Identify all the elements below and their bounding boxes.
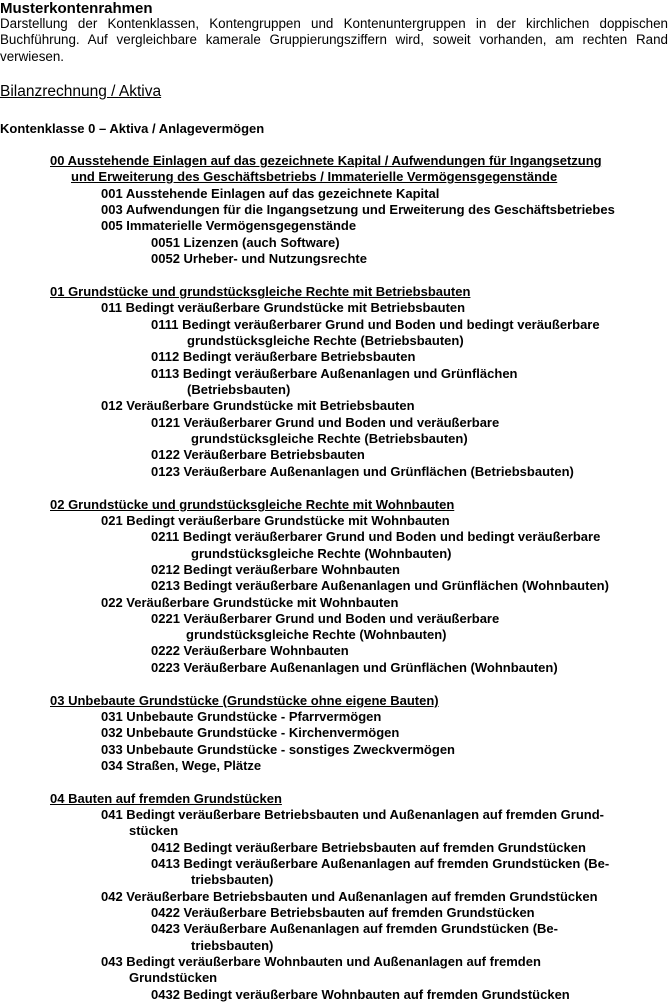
account-0423-line-1: 0423 Veräußerbare Außenanlagen auf fremden Grundstücken (Be-	[151, 921, 558, 936]
account-0122: 0122 Veräußerbare Betriebsbauten	[151, 447, 365, 462]
group-04-heading: 04 Bauten auf fremden Grundstücken	[50, 791, 282, 806]
account-0121-line-2: grundstücksgleiche Rechte (Betriebsbauten)	[191, 431, 468, 446]
account-031: 031 Unbebaute Grundstücke - Pfarrvermögen	[101, 709, 382, 724]
account-0211-line-1: 0211 Bedingt veräußerbarer Grund und Boden und bedingt veräußerbare	[151, 529, 601, 544]
account-0111-line-2: grundstücksgleiche Rechte (Betriebsbauten)	[187, 333, 464, 348]
account-0221-line-2: grundstücksgleiche Rechte (Wohnbauten)	[186, 627, 447, 642]
group-03-heading: 03 Unbebaute Grundstücke (Grundstücke ohne eigene Bauten)	[50, 693, 439, 708]
account-0123: 0123 Veräußerbare Außenanlagen und Grünflächen (Betriebsbauten)	[151, 464, 574, 479]
account-0051: 0051 Lizenzen (auch Software)	[151, 235, 340, 250]
account-012: 012 Veräußerbare Grundstücke mit Betriebsbauten	[101, 398, 415, 413]
account-0113-line-1: 0113 Bedingt veräußerbare Außenanlagen und Grünflächen	[151, 366, 518, 381]
account-0412: 0412 Bedingt veräußerbare Betriebsbauten auf fremden Grundstücken	[151, 840, 586, 855]
account-0113-line-2: (Betriebsbauten)	[187, 382, 291, 397]
account-041-line-1: 041 Bedingt veräußerbare Betriebsbauten und Außenanlagen auf fremden Grund-	[101, 807, 604, 822]
group-00-heading-line-1: 00 Ausstehende Einlagen auf das gezeichnete Kapital / Aufwendungen für Ingangsetzung	[50, 153, 602, 168]
account-003: 003 Aufwendungen für die Ingangsetzung und Erweiterung des Geschäftsbetriebes	[101, 202, 615, 217]
account-005: 005 Immaterielle Vermögensgegenstände	[101, 218, 357, 233]
account-0212: 0212 Bedingt veräußerbare Wohnbauten	[151, 562, 400, 577]
account-0213: 0213 Bedingt veräußerbare Außenanlagen und Grünflächen (Wohnbauten)	[151, 578, 609, 593]
kontenklasse-heading: Kontenklasse 0 – Aktiva / Anlagevermögen	[0, 121, 265, 136]
account-0221-line-1: 0221 Veräußerbarer Grund und Boden und veräußerbare	[151, 611, 500, 626]
account-034: 034 Straßen, Wege, Plätze	[101, 758, 262, 773]
account-001: 001 Ausstehende Einlagen auf das gezeichnete Kapital	[101, 186, 440, 201]
intro-paragraph: Darstellung der Kontenklassen, Kontengruppen und Kontenuntergruppen in der kirchlichen doppischen Buchführung. Auf vergleichbare kamerale Gruppierungsziffern wird, soweit vorhanden, am rechten Rand verwiesen.	[0, 16, 668, 64]
account-033: 033 Unbebaute Grundstücke - sonstiges Zweckvermögen	[101, 742, 455, 757]
account-0423-line-2: triebsbauten)	[191, 938, 274, 953]
account-0413-line-2: triebsbauten)	[191, 872, 274, 887]
account-011: 011 Bedingt veräußerbare Grundstücke mit Betriebsbauten	[101, 300, 466, 315]
account-0112: 0112 Bedingt veräußerbare Betriebsbauten	[151, 349, 416, 364]
account-021: 021 Bedingt veräußerbare Grundstücke mit Wohnbauten	[101, 513, 450, 528]
account-0211-line-2: grundstücksgleiche Rechte (Wohnbauten)	[191, 546, 452, 561]
account-041-line-2: stücken	[129, 823, 179, 838]
account-043-line-1: 043 Bedingt veräußerbare Wohnbauten und Außenanlagen auf fremden	[101, 954, 541, 969]
account-0223: 0223 Veräußerbare Außenanlagen und Grünflächen (Wohnbauten)	[151, 660, 558, 675]
account-0413-line-1: 0413 Bedingt veräußerbare Außenanlagen auf fremden Grundstücken (Be-	[151, 856, 610, 871]
account-0422: 0422 Veräußerbare Betriebsbauten auf fremden Grundstücken	[151, 905, 535, 920]
account-022: 022 Veräußerbare Grundstücke mit Wohnbauten	[101, 595, 399, 610]
group-02-heading: 02 Grundstücke und grundstücksgleiche Rechte mit Wohnbauten	[50, 497, 455, 512]
account-0111-line-1: 0111 Bedingt veräußerbarer Grund und Boden und bedingt veräußerbare	[151, 317, 600, 332]
account-0052: 0052 Urheber- und Nutzungsrechte	[151, 251, 367, 266]
account-032: 032 Unbebaute Grundstücke - Kirchenvermögen	[101, 725, 400, 740]
account-0222: 0222 Veräußerbare Wohnbauten	[151, 643, 349, 658]
group-01-heading: 01 Grundstücke und grundstücksgleiche Rechte mit Betriebsbauten	[50, 284, 471, 299]
account-0432: 0432 Bedingt veräußerbare Wohnbauten auf fremden Grundstücken	[151, 987, 570, 1002]
section-heading: Bilanzrechnung / Aktiva	[0, 83, 162, 100]
account-043-line-2: Grundstücken	[129, 970, 218, 985]
account-042: 042 Veräußerbare Betriebsbauten und Außenanlagen auf fremden Grundstücken	[101, 889, 598, 904]
document-title: Musterkontenrahmen	[0, 0, 153, 17]
group-00-heading-line-2: und Erweiterung des Geschäftsbetriebs / Immaterielle Vermögensgegenstände	[71, 169, 558, 184]
account-0121-line-1: 0121 Veräußerbarer Grund und Boden und veräußerbare	[151, 415, 500, 430]
